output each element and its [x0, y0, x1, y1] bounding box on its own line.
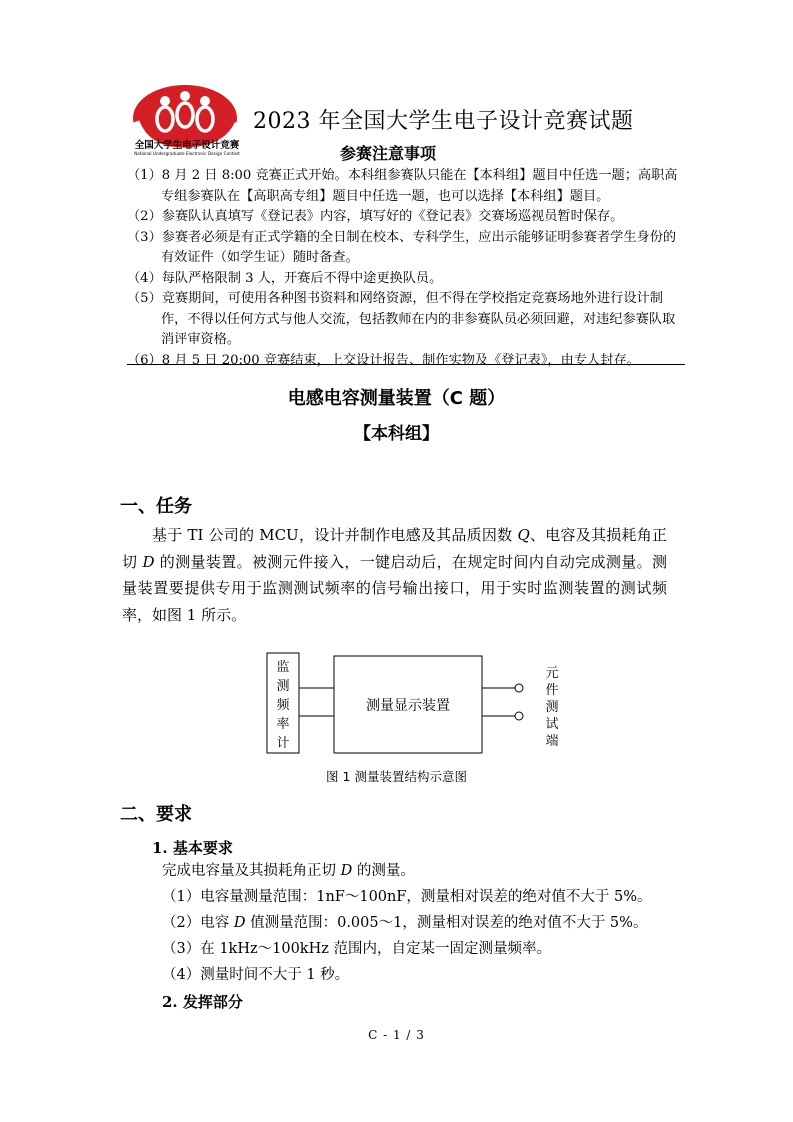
- problem-title: 电感电容测量装置（C 题）: [287, 388, 506, 409]
- terminal-char: 端: [545, 734, 559, 749]
- problem-group: 【本科组】: [354, 424, 439, 444]
- req-text: 完成电容量及其损耗角正切: [162, 863, 341, 879]
- notice-list: [127, 166, 687, 371]
- basic-requirements-heading: 1. 基本要求: [152, 839, 233, 857]
- freq-meter-char: 率: [276, 717, 290, 732]
- requirement-item: （1）电容量测量范围：1nF～100nF，测量相对误差的绝对值不大于 5%。: [162, 889, 652, 905]
- var-d: D: [233, 915, 246, 931]
- notice-title: 参赛注意事项: [340, 144, 437, 163]
- terminal-char: 件: [545, 683, 559, 698]
- notice-item: （6）8 月 5 日 20:00 竞赛结束，上交设计报告、制作实物及《登记表》，由专人封存。: [127, 352, 640, 368]
- freq-meter-char: 计: [276, 736, 290, 751]
- task-text: 、电容及其损耗角正切: [122, 526, 667, 571]
- var-q: Q: [517, 526, 530, 544]
- measurement-display-label: 测量显示装置: [366, 698, 450, 714]
- requirement-item: [162, 910, 682, 936]
- task-paragraph: [122, 522, 667, 628]
- figure-caption: 图 1 测量装置结构示意图: [326, 769, 467, 784]
- contest-logo: [127, 84, 247, 156]
- block-diagram: [260, 648, 580, 763]
- page-number: C - 1 / 3: [368, 1028, 425, 1042]
- section-requirements-heading: 二、要求: [120, 804, 192, 825]
- notice-item: （5）竞赛期间，可使用各种图书资料和网络资源，但不得在学校指定竞赛场地外进行设计制作，不得以任何方式与他人交流，包括教师在内的非参赛队员必须回避，对违纪参赛队取消评审资格。: [127, 291, 676, 347]
- req-text: 的测量。: [352, 863, 415, 879]
- terminal-char: 测: [545, 700, 559, 715]
- var-d: D: [142, 552, 155, 571]
- extended-requirements-heading: 2. 发挥部分: [162, 993, 243, 1011]
- terminal-char: 元: [545, 666, 559, 681]
- logo-text-en: National Undergraduate Electronic Design Contest: [134, 151, 240, 156]
- terminal-icon: [515, 712, 523, 720]
- logo-text: 全国大学生电子设计竞赛: [134, 140, 240, 151]
- notice-item: （2）参赛队认真填写《登记表》内容，填写好的《登记表》交赛场巡视员暂时保存。: [127, 209, 624, 224]
- notice-item: （1）8 月 2 日 8:00 竞赛正式开始。本科组参赛队只能在【本科组】题目中任选一题；高职高专组参赛队在【高职高专组】题目中任选一题，也可以选择【本科组】题目。: [127, 168, 678, 204]
- task-text: 的测量装置。被测元件接入，一键启动后，在规定时间内自动完成测量。测量装置要提供专用于监测测试频率的信号输出接口，用于实时监测装置的测试频率，如图 1 所示。: [122, 552, 667, 624]
- requirement-item: （4）测量时间不大于 1 秒。: [162, 967, 350, 983]
- req-text: （2）电容: [162, 915, 234, 931]
- freq-meter-char: 测: [276, 679, 290, 694]
- section-task-heading: 一、任务: [120, 496, 192, 517]
- freq-meter-char: 频: [276, 698, 290, 713]
- notice-item: （4）每队严格限制 3 人，开赛后不得中途更换队员。: [127, 270, 443, 286]
- freq-meter-char: 监: [276, 660, 290, 675]
- var-d: D: [340, 863, 353, 879]
- req-text: 值测量范围：0.005～1，测量相对误差的绝对值不大于 5%。: [245, 915, 648, 931]
- requirement-item: （3）在 1kHz～100kHz 范围内，自定某一固定测量频率。: [162, 941, 551, 957]
- page-title: 2023 年全国大学生电子设计竞赛试题: [253, 109, 634, 134]
- requirement-intro: [162, 858, 682, 884]
- terminal-icon: [515, 684, 523, 692]
- notice-item: （3）参赛者必须是有正式学籍的全日制在校本、专科学生，应出示能够证明参赛者学生身份的有效证件（如学生证）随时备查。: [127, 229, 677, 265]
- divider: [127, 364, 685, 365]
- terminal-char: 试: [545, 717, 559, 732]
- task-text: 基于 TI 公司的 MCU，设计并制作电感及其品质因数: [152, 526, 518, 544]
- requirements-list: [162, 858, 682, 988]
